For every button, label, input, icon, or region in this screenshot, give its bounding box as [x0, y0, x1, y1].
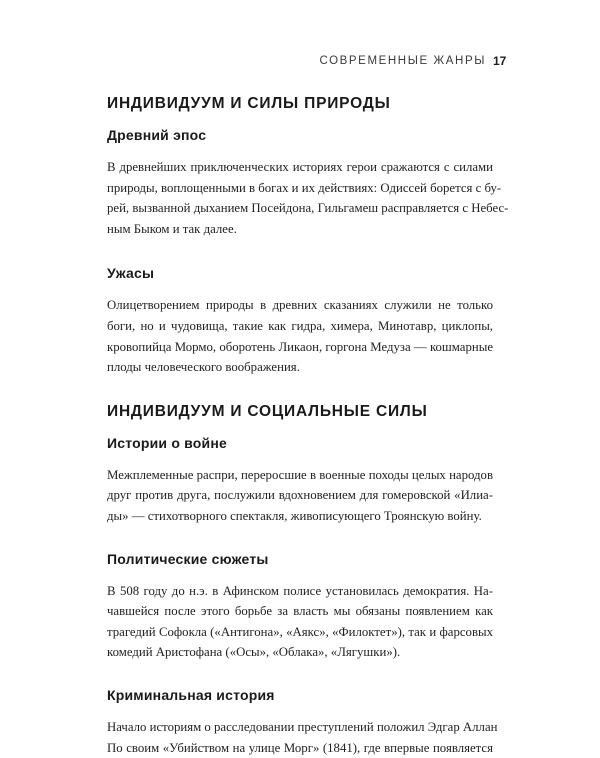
subheading-horror: Ужасы: [107, 263, 493, 283]
section-horror: [107, 263, 493, 377]
text-line: трагедий Софокла («Антигона», «Аякс», «Филоктет»), так и фарсовых: [107, 622, 493, 643]
paragraph-war-stories: [107, 465, 493, 527]
paragraph-ancient-epic: [107, 157, 493, 239]
paragraph-horror: [107, 295, 493, 377]
subheading-ancient-epic: Древний эпос: [107, 125, 493, 145]
subheading-political: Политические сюжеты: [107, 549, 493, 569]
text-line: Межплеменные распри, переросшие в военные походы целых народов: [107, 465, 493, 486]
page-body: [107, 94, 493, 758]
text-line: боги, но и чудовища, такие как гидра, химера, Минотавр, циклопы,: [107, 316, 493, 337]
text-line: В 508 году до н.э. в Афинском полисе установилась демократия. На-: [107, 581, 493, 602]
paragraph-political: [107, 581, 493, 663]
subheading-war-stories: Истории о войне: [107, 433, 493, 453]
text-line: ным Быком и так далее.: [107, 219, 493, 240]
chapter-heading-social: ИНДИВИДУУМ И СОЦИАЛЬНЫЕ СИЛЫ: [107, 402, 493, 422]
text-line: плоды человеческого воображения.: [107, 357, 493, 378]
text-line: кровопийца Мормо, оборотень Ликаон, горгона Медуза — кошмарные: [107, 337, 493, 358]
text-line: природы, воплощенными в богах и их действиях: Одиссей борется с бу-: [107, 178, 493, 199]
section-nature: [107, 94, 493, 239]
text-line: Начало историям о расследовании преступлений положил Эдгар Аллан: [107, 717, 493, 738]
section-political: [107, 549, 493, 663]
text-line: Олицетворением природы в древних сказаниях служили не только: [107, 295, 493, 316]
text-line: друг против друга, послужили вдохновением для гомеровской «Илиа-: [107, 485, 493, 506]
text-line: По своим «Убийством на улице Морг» (1841), где впервые появляется: [107, 738, 493, 758]
section-crime: [107, 685, 493, 758]
page-number: 17: [493, 54, 506, 68]
section-social: [107, 402, 493, 527]
paragraph-crime: [107, 717, 493, 758]
text-line: комедий Аристофана («Осы», «Облака», «Лягушки»).: [107, 642, 493, 663]
chapter-heading-nature: ИНДИВИДУУМ И СИЛЫ ПРИРОДЫ: [107, 94, 493, 114]
text-line: чавшейся после этого борьбе за власть мы обязаны появлением как: [107, 601, 493, 622]
subheading-crime: Криминальная история: [107, 685, 493, 705]
text-line: рей, вызванной дыханием Посейдона, Гильгамеш расправляется с Небес-: [107, 198, 493, 219]
text-line: В древнейших приключенческих историях герои сражаются с силами: [107, 157, 493, 178]
text-line: ды» — стихотворного спектакля, живописующего Троянскую войну.: [107, 506, 493, 527]
running-head: СОВРЕМЕННЫЕ ЖАНРЫ: [319, 55, 486, 67]
